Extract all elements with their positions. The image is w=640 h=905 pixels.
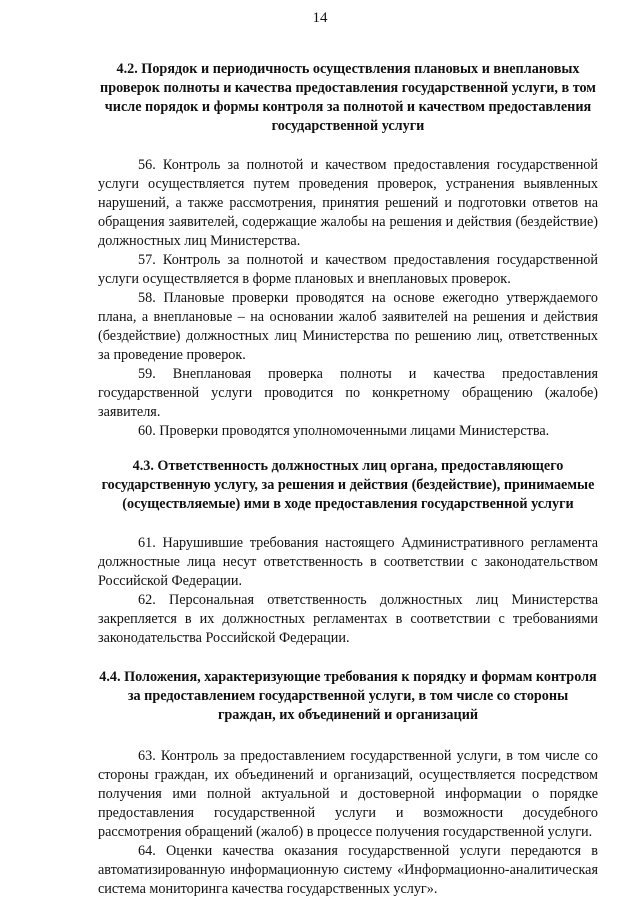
paragraph-58: 58. Плановые проверки проводятся на основе ежегодно утверждаемого плана, а внеплановые – на основании жалоб заявителей на решения и действия (бездействие) должностных лиц Министерства по решению лиц, ответственных за проведение проверок. <box>98 290 598 363</box>
section-4-3-body <box>98 534 598 648</box>
paragraph-56: 56. Контроль за полнотой и качеством предоставления государственной услуги осуществляется путем проведения проверок, устранения выявленных нарушений, а также рассмотрения, принятия решений и подготовки ответов на обращения заявителей, содержащие жалобы на решения и действия (бездействие) должностных лиц Министерства. <box>98 157 598 249</box>
paragraph-60: 60. Проверки проводятся уполномоченными лицами Министерства. <box>138 423 550 439</box>
paragraph-63: 63. Контроль за предоставлением государственной услуги, в том числе со стороны граждан, их объединений и организаций, осуществляется посредством получения ими полной актуальной и достоверной информации о порядке предоставления государственной услуги и возможности досудебного рассмотрения обращений (жалоб) в процессе получения государственной услуги. <box>98 748 598 840</box>
section-heading-4-3: 4.3. Ответственность должностных лиц органа, предоставляющего государственную услугу, за решения и действия (бездействие), принимаемые (осуществляемые) ими в ходе предоставления государственной услуги <box>101 458 595 512</box>
page-number: 14 <box>312 10 328 26</box>
section-4-2-body <box>98 156 598 441</box>
paragraph-64: 64. Оценки качества оказания государственной услуги передаются в автоматизированную информационную систему «Информационно-аналитическая система мониторинга качества государственных услуг». <box>98 843 598 897</box>
section-4-4-body <box>98 747 598 899</box>
section-heading-4-4: 4.4. Положения, характеризующие требования к порядку и формам контроля за предоставлением государственной услуги, в том числе со стороны граждан, их объединений и организаций <box>99 669 597 723</box>
paragraph-59: 59. Внеплановая проверка полноты и качества предоставления государственной услуги проводится по конкретному обращению (жалобе) заявителя. <box>98 366 598 420</box>
paragraph-61: 61. Нарушившие требования настоящего Административного регламента должностные лица несут ответственность в соответствии с законодательством Российской Федерации. <box>98 535 598 589</box>
section-heading-4-2: 4.2. Порядок и периодичность осуществления плановых и внеплановых проверок полноты и качества предоставления государственной услуги, в том числе порядок и формы контроля за полнотой и качеством предоставления государственной услуги <box>100 61 596 134</box>
paragraph-57: 57. Контроль за полнотой и качеством предоставления государственной услуги осуществляется в форме плановых и внеплановых проверок. <box>98 252 598 287</box>
document-body <box>98 60 598 899</box>
paragraph-62: 62. Персональная ответственность должностных лиц Министерства закрепляется в их должностных регламентах в соответствии с требованиями законодательства Российской Федерации. <box>98 592 598 646</box>
